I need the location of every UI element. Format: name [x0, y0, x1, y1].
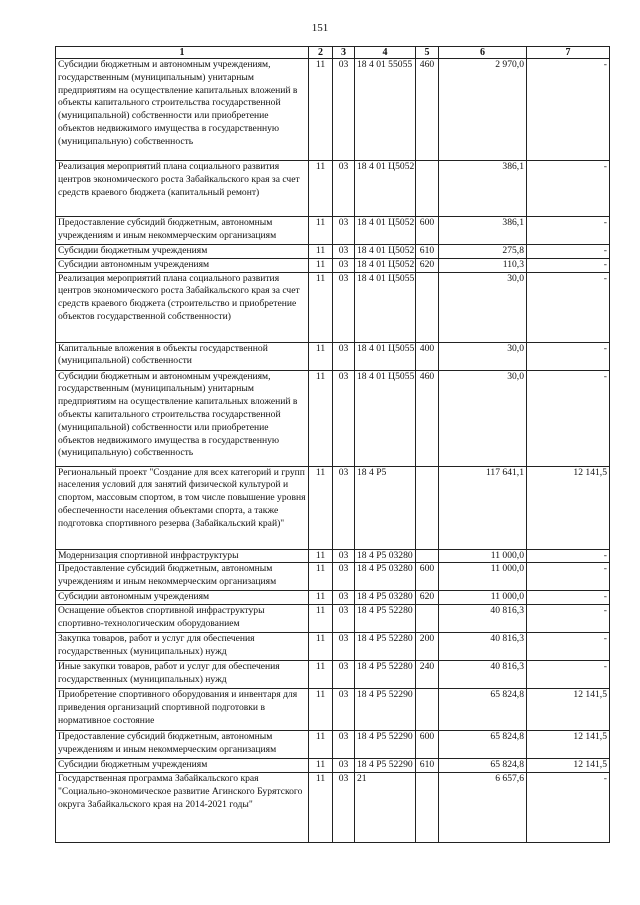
row-name: Государственная программа Забайкальского края "Социально-экономическое развитие Агинского Бурятского округа Забайкальского края на 2014-2021 годы" — [56, 772, 309, 842]
table-row — [56, 591, 610, 605]
row-subsection: 03 — [333, 466, 355, 549]
row-subsection: 03 — [333, 591, 355, 605]
table-row — [56, 605, 610, 633]
table-row — [56, 59, 610, 161]
budget-table — [55, 46, 610, 843]
row-subsection: 03 — [333, 731, 355, 759]
table-row — [56, 563, 610, 591]
row-section: 11 — [309, 772, 333, 842]
header-cell-section: 2 — [309, 47, 333, 59]
page-number: 151 — [311, 22, 329, 34]
table-row — [56, 759, 610, 773]
row-name: Реализация мероприятий плана социального развития центров экономического роста Забайкальского края за счет средств краевого бюджета (капитальный ремонт) — [56, 161, 309, 217]
row-amount-federal: - — [527, 633, 610, 661]
row-subsection: 03 — [333, 370, 355, 466]
row-target-code: 18 4 01 Ц5052 — [355, 217, 416, 245]
row-name: Реализация мероприятий плана социального развития центров экономического роста Забайкальского края за счет средств краевого бюджета (строительство и приобретение объектов государственной собственности) — [56, 272, 309, 342]
table-row — [56, 217, 610, 245]
row-amount: 65 824,8 — [439, 731, 527, 759]
row-amount: 40 816,3 — [439, 633, 527, 661]
row-amount: 40 816,3 — [439, 661, 527, 689]
row-target-code: 18 4 01 Ц5055 — [355, 342, 416, 370]
row-section: 11 — [309, 258, 333, 272]
row-target-code: 18 4 P5 52280 — [355, 605, 416, 633]
table-row — [56, 245, 610, 259]
row-amount-federal: 12 141,5 — [527, 466, 610, 549]
row-subsection: 03 — [333, 689, 355, 731]
row-name: Субсидии автономным учреждениям — [56, 591, 309, 605]
row-amount-federal: - — [527, 370, 610, 466]
row-amount: 11 000,0 — [439, 563, 527, 591]
row-expense-type: 460 — [416, 59, 439, 161]
row-name: Модернизация спортивной инфраструктуры — [56, 549, 309, 563]
row-amount: 65 824,8 — [439, 759, 527, 773]
row-name: Субсидии бюджетным и автономным учреждениям, государственным (муниципальным) унитарным предприятиям на осуществление капитальных вложений в объекты капитального строительства государственной (муниципальной) собственности или приобретение объектов недвижимого имущества в государственную (муниципальную) собственность — [56, 370, 309, 466]
row-amount-federal: - — [527, 217, 610, 245]
row-amount: 386,1 — [439, 161, 527, 217]
row-target-code: 18 4 01 Ц5052 — [355, 245, 416, 259]
table-row — [56, 633, 610, 661]
table-row — [56, 342, 610, 370]
row-section: 11 — [309, 661, 333, 689]
row-expense-type: 600 — [416, 217, 439, 245]
row-amount-federal: - — [527, 59, 610, 161]
table-row — [56, 466, 610, 549]
row-name: Субсидии бюджетным и автономным учреждениям, государственным (муниципальным) унитарным предприятиям на осуществление капитальных вложений в объекты капитального строительства государственной (муниципальной) собственности или приобретение объектов недвижимого имущества в государственную (муниципальную) собственность — [56, 59, 309, 161]
header-cell-subsection: 3 — [333, 47, 355, 59]
row-amount: 30,0 — [439, 342, 527, 370]
row-expense-type: 240 — [416, 661, 439, 689]
row-subsection: 03 — [333, 772, 355, 842]
row-name: Субсидии бюджетным учреждениям — [56, 245, 309, 259]
row-name: Оснащение объектов спортивной инфраструктуры спортивно-технологическим оборудованием — [56, 605, 309, 633]
row-section: 11 — [309, 59, 333, 161]
row-section: 11 — [309, 759, 333, 773]
row-expense-type: 610 — [416, 245, 439, 259]
row-amount: 2 970,0 — [439, 59, 527, 161]
table-row — [56, 370, 610, 466]
row-subsection: 03 — [333, 549, 355, 563]
table-row — [56, 731, 610, 759]
row-expense-type: 600 — [416, 731, 439, 759]
row-name: Капитальные вложения в объекты государственной (муниципальной) собственности — [56, 342, 309, 370]
row-section: 11 — [309, 633, 333, 661]
row-expense-type — [416, 466, 439, 549]
row-name: Закупка товаров, работ и услуг для обеспечения государственных (муниципальных) нужд — [56, 633, 309, 661]
row-name: Иные закупки товаров, работ и услуг для обеспечения государственных (муниципальных) нужд — [56, 661, 309, 689]
row-amount-federal: - — [527, 342, 610, 370]
row-expense-type: 600 — [416, 563, 439, 591]
row-expense-type: 620 — [416, 591, 439, 605]
row-target-code: 21 — [355, 772, 416, 842]
row-subsection: 03 — [333, 217, 355, 245]
row-amount-federal: 12 141,5 — [527, 731, 610, 759]
row-target-code: 18 4 P5 — [355, 466, 416, 549]
row-name: Предоставление субсидий бюджетным, автономным учреждениям и иным некоммерческим организациям — [56, 217, 309, 245]
row-subsection: 03 — [333, 59, 355, 161]
row-amount-federal: - — [527, 772, 610, 842]
row-section: 11 — [309, 245, 333, 259]
row-amount: 6 657,6 — [439, 772, 527, 842]
row-section: 11 — [309, 161, 333, 217]
header-cell-target-code: 4 — [355, 47, 416, 59]
row-target-code: 18 4 01 Ц5055 — [355, 272, 416, 342]
row-section: 11 — [309, 342, 333, 370]
row-target-code: 18 4 P5 52280 — [355, 633, 416, 661]
row-target-code: 18 4 P5 52290 — [355, 689, 416, 731]
row-target-code: 18 4 01 Ц5052 — [355, 161, 416, 217]
row-section: 11 — [309, 217, 333, 245]
row-subsection: 03 — [333, 563, 355, 591]
row-amount: 30,0 — [439, 272, 527, 342]
row-subsection: 03 — [333, 605, 355, 633]
table-row — [56, 272, 610, 342]
row-amount-federal: - — [527, 591, 610, 605]
row-target-code: 18 4 P5 52280 — [355, 661, 416, 689]
table-row — [56, 549, 610, 563]
row-amount-federal: - — [527, 245, 610, 259]
row-section: 11 — [309, 731, 333, 759]
row-amount: 65 824,8 — [439, 689, 527, 731]
row-subsection: 03 — [333, 258, 355, 272]
row-amount-federal: 12 141,5 — [527, 759, 610, 773]
row-subsection: 03 — [333, 342, 355, 370]
row-section: 11 — [309, 272, 333, 342]
table-row — [56, 161, 610, 217]
row-amount: 40 816,3 — [439, 605, 527, 633]
row-subsection: 03 — [333, 633, 355, 661]
row-expense-type — [416, 689, 439, 731]
row-section: 11 — [309, 466, 333, 549]
row-expense-type — [416, 272, 439, 342]
row-target-code: 18 4 P5 52290 — [355, 759, 416, 773]
header-row — [56, 47, 610, 59]
row-section: 11 — [309, 549, 333, 563]
row-expense-type — [416, 161, 439, 217]
row-name: Предоставление субсидий бюджетным, автономным учреждениям и иным некоммерческим организациям — [56, 731, 309, 759]
row-name: Предоставление субсидий бюджетным, автономным учреждениям и иным некоммерческим организациям — [56, 563, 309, 591]
row-subsection: 03 — [333, 759, 355, 773]
row-expense-type: 460 — [416, 370, 439, 466]
header-cell-name: 1 — [56, 47, 309, 59]
row-amount: 275,8 — [439, 245, 527, 259]
row-name: Субсидии бюджетным учреждениям — [56, 759, 309, 773]
row-name: Региональный проект "Создание для всех категорий и групп населения условий для занятий физической культурой и спортом, массовым спортом, в том числе повышение уровня обеспеченности населения объектами спорта, а также подготовка спортивного резерва (Забайкальский край)" — [56, 466, 309, 549]
row-expense-type — [416, 549, 439, 563]
table-row — [56, 258, 610, 272]
row-subsection: 03 — [333, 272, 355, 342]
row-section: 11 — [309, 689, 333, 731]
row-subsection: 03 — [333, 161, 355, 217]
row-name: Субсидии автономным учреждениям — [56, 258, 309, 272]
row-amount-federal: - — [527, 161, 610, 217]
row-amount-federal: - — [527, 661, 610, 689]
row-expense-type — [416, 772, 439, 842]
row-expense-type: 400 — [416, 342, 439, 370]
row-amount: 386,1 — [439, 217, 527, 245]
row-section: 11 — [309, 370, 333, 466]
row-expense-type: 610 — [416, 759, 439, 773]
row-section: 11 — [309, 605, 333, 633]
row-target-code: 18 4 01 Ц5052 — [355, 258, 416, 272]
row-amount: 110,3 — [439, 258, 527, 272]
row-expense-type — [416, 605, 439, 633]
row-section: 11 — [309, 563, 333, 591]
row-amount: 117 641,1 — [439, 466, 527, 549]
header-cell-expense-type: 5 — [416, 47, 439, 59]
row-target-code: 18 4 P5 52290 — [355, 731, 416, 759]
row-amount-federal: - — [527, 272, 610, 342]
row-expense-type: 200 — [416, 633, 439, 661]
table-row — [56, 661, 610, 689]
row-amount: 11 000,0 — [439, 549, 527, 563]
row-subsection: 03 — [333, 661, 355, 689]
row-amount-federal: - — [527, 605, 610, 633]
row-amount-federal: 12 141,5 — [527, 689, 610, 731]
row-target-code: 18 4 P5 03280 — [355, 591, 416, 605]
row-amount-federal: - — [527, 258, 610, 272]
row-amount: 11 000,0 — [439, 591, 527, 605]
row-section: 11 — [309, 591, 333, 605]
row-amount: 30,0 — [439, 370, 527, 466]
row-subsection: 03 — [333, 245, 355, 259]
row-target-code: 18 4 01 55055 — [355, 59, 416, 161]
row-target-code: 18 4 P5 03280 — [355, 563, 416, 591]
header-cell-amount-federal: 7 — [527, 47, 610, 59]
table-row — [56, 689, 610, 731]
row-name: Приобретение спортивного оборудования и инвентаря для приведения организаций спортивной подготовки в нормативное состояние — [56, 689, 309, 731]
row-amount-federal: - — [527, 563, 610, 591]
row-target-code: 18 4 01 Ц5055 — [355, 370, 416, 466]
row-target-code: 18 4 P5 03280 — [355, 549, 416, 563]
row-expense-type: 620 — [416, 258, 439, 272]
table-row — [56, 772, 610, 842]
row-amount-federal: - — [527, 549, 610, 563]
header-cell-amount: 6 — [439, 47, 527, 59]
